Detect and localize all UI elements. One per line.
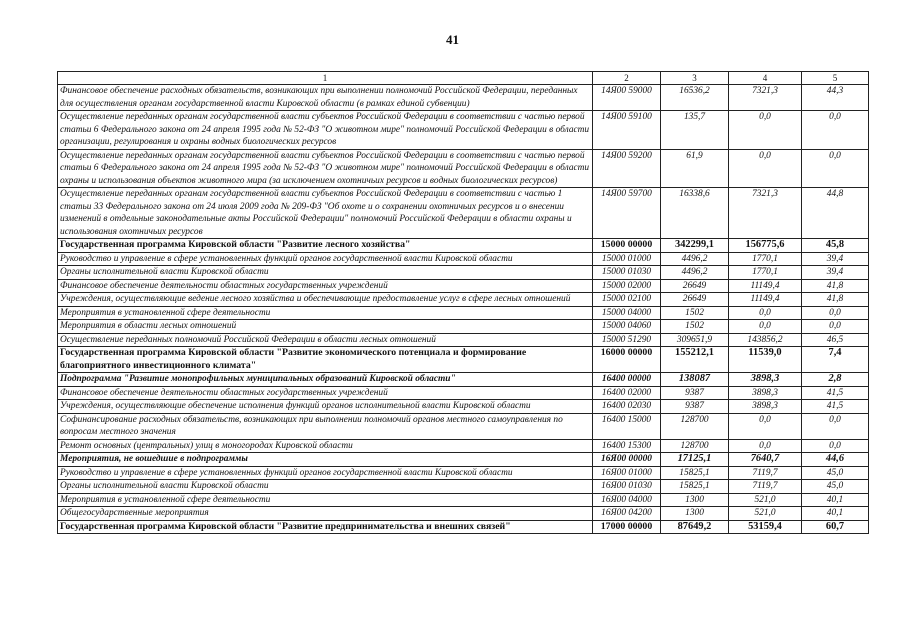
row-name-cell: Осуществление переданных органам государственной власти субъектов Российской Федерации в соответствии с частью первой статьи 6 Федерального закона от 24 апреля 1995 года № 52-ФЗ "О животном мире" полномочий Российской Федерации в области организации, регулирования и охраны водных биологических ресурсов — [58, 111, 593, 150]
row-name-cell: Общегосударственные мероприятия — [58, 507, 593, 521]
row-code-cell: 15000 01000 — [593, 252, 661, 266]
row-fact-cell: 156775,6 — [729, 239, 802, 253]
row-code-cell: 14Я00 59100 — [593, 111, 661, 150]
row-fact-cell: 0,0 — [729, 111, 802, 150]
row-code-cell: 15000 01030 — [593, 266, 661, 280]
row-code-cell: 14Я00 59200 — [593, 149, 661, 188]
row-code-cell: 16Я00 01000 — [593, 466, 661, 480]
row-fact-cell: 0,0 — [729, 413, 802, 439]
table-row — [58, 188, 869, 239]
row-name-cell: Софинансирование расходных обязательств, возникающих при выполнении полномочий органов местного самоуправления по вопросам местного значения — [58, 413, 593, 439]
table-row — [58, 293, 869, 307]
row-percent-cell: 41,8 — [802, 293, 869, 307]
row-plan-cell: 17125,1 — [661, 453, 729, 467]
row-code-cell: 15000 02000 — [593, 279, 661, 293]
header-col-4: 4 — [729, 72, 802, 85]
row-code-cell: 15000 51290 — [593, 333, 661, 347]
row-fact-cell: 0,0 — [729, 439, 802, 453]
row-percent-cell: 45,0 — [802, 480, 869, 494]
row-fact-cell: 0,0 — [729, 320, 802, 334]
row-percent-cell: 0,0 — [802, 439, 869, 453]
page-number: 41 — [446, 32, 459, 47]
table-row — [58, 480, 869, 494]
row-percent-cell: 0,0 — [802, 149, 869, 188]
table-row — [58, 149, 869, 188]
row-name-cell: Учреждения, осуществляющие обеспечение исполнения функций органов исполнительной власти Кировской области — [58, 400, 593, 414]
row-plan-cell: 138087 — [661, 373, 729, 387]
row-percent-cell: 44,3 — [802, 85, 869, 111]
table-row — [58, 466, 869, 480]
row-code-cell: 16400 02000 — [593, 386, 661, 400]
row-percent-cell: 0,0 — [802, 306, 869, 320]
row-name-cell: Руководство и управление в сфере установленных функций органов государственной власти Кировской области — [58, 252, 593, 266]
row-code-cell: 16Я00 04200 — [593, 507, 661, 521]
row-percent-cell: 39,4 — [802, 252, 869, 266]
table-row — [58, 413, 869, 439]
row-name-cell: Учреждения, осуществляющие ведение лесного хозяйства и обеспечивающие предоставление услуг в сфере лесных отношений — [58, 293, 593, 307]
row-fact-cell: 521,0 — [729, 507, 802, 521]
row-name-cell: Осуществление переданных органам государственной власти субъектов Российской Федерации в соответствии с частью 1 статьи 33 Федерального закона от 24 июля 2009 года № 209-ФЗ "Об охоте и о сохранении охотничьих ресурсов и о внесении изменений в отдельные законодательные акты Российской Федерации" полномочий Российской Федерации в области охраны и использования охотничьих ресурсов — [58, 188, 593, 239]
row-name-cell: Подпрограмма "Развитие монопрофильных муниципальных образований Кировской области" — [58, 373, 593, 387]
row-plan-cell: 15825,1 — [661, 480, 729, 494]
row-percent-cell: 2,8 — [802, 373, 869, 387]
table-row — [58, 333, 869, 347]
table-row — [58, 239, 869, 253]
row-name-cell: Ремонт основных (центральных) улиц в моногородах Кировской области — [58, 439, 593, 453]
row-plan-cell: 155212,1 — [661, 347, 729, 373]
row-code-cell: 16Я00 00000 — [593, 453, 661, 467]
row-fact-cell: 143856,2 — [729, 333, 802, 347]
table-row — [58, 252, 869, 266]
row-percent-cell: 45,8 — [802, 239, 869, 253]
row-code-cell: 15000 04060 — [593, 320, 661, 334]
row-percent-cell: 41,5 — [802, 400, 869, 414]
row-fact-cell: 521,0 — [729, 493, 802, 507]
row-percent-cell: 41,5 — [802, 386, 869, 400]
row-plan-cell: 87649,2 — [661, 520, 729, 534]
row-plan-cell: 9387 — [661, 400, 729, 414]
row-fact-cell: 11149,4 — [729, 279, 802, 293]
row-plan-cell: 9387 — [661, 386, 729, 400]
table-row — [58, 85, 869, 111]
row-name-cell: Мероприятия в установленной сфере деятельности — [58, 493, 593, 507]
table-row — [58, 266, 869, 280]
row-plan-cell: 4496,2 — [661, 252, 729, 266]
row-name-cell: Осуществление переданных полномочий Российской Федерации в области лесных отношений — [58, 333, 593, 347]
row-fact-cell: 7321,3 — [729, 85, 802, 111]
row-fact-cell: 11149,4 — [729, 293, 802, 307]
row-code-cell: 16400 15300 — [593, 439, 661, 453]
row-fact-cell: 11539,0 — [729, 347, 802, 373]
table-row — [58, 507, 869, 521]
row-percent-cell: 0,0 — [802, 111, 869, 150]
row-name-cell: Финансовое обеспечение расходных обязательств, возникающих при выполнении полномочий Российской Федерации, переданных для осуществления органам государственной власти Кировской области (в рамках единой субвенции) — [58, 85, 593, 111]
row-percent-cell: 39,4 — [802, 266, 869, 280]
table-row — [58, 373, 869, 387]
table-row — [58, 279, 869, 293]
row-fact-cell: 1770,1 — [729, 266, 802, 280]
table-row — [58, 400, 869, 414]
table-row — [58, 493, 869, 507]
row-plan-cell: 26649 — [661, 293, 729, 307]
row-plan-cell: 1502 — [661, 306, 729, 320]
row-percent-cell: 41,8 — [802, 279, 869, 293]
row-plan-cell: 1300 — [661, 493, 729, 507]
row-plan-cell: 15825,1 — [661, 466, 729, 480]
row-plan-cell: 26649 — [661, 279, 729, 293]
row-code-cell: 14Я00 59700 — [593, 188, 661, 239]
row-percent-cell: 44,6 — [802, 453, 869, 467]
row-fact-cell: 3898,3 — [729, 386, 802, 400]
header-col-3: 3 — [661, 72, 729, 85]
row-name-cell: Государственная программа Кировской области "Развитие экономического потенциала и формирование благоприятного инвестиционного климата" — [58, 347, 593, 373]
row-name-cell: Мероприятия в области лесных отношений — [58, 320, 593, 334]
row-code-cell: 15000 02100 — [593, 293, 661, 307]
table-row — [58, 306, 869, 320]
row-code-cell: 16Я00 01030 — [593, 480, 661, 494]
row-code-cell: 15000 00000 — [593, 239, 661, 253]
row-percent-cell: 45,0 — [802, 466, 869, 480]
budget-table — [57, 71, 869, 534]
row-name-cell: Финансовое обеспечение деятельности областных государственных учреждений — [58, 386, 593, 400]
row-name-cell: Мероприятия, не вошедшие в подпрограммы — [58, 453, 593, 467]
row-code-cell: 14Я00 59000 — [593, 85, 661, 111]
table-row — [58, 347, 869, 373]
row-name-cell: Мероприятия в установленной сфере деятельности — [58, 306, 593, 320]
row-fact-cell: 7119,7 — [729, 480, 802, 494]
row-code-cell: 16400 02030 — [593, 400, 661, 414]
row-name-cell: Органы исполнительной власти Кировской области — [58, 266, 593, 280]
row-fact-cell: 3898,3 — [729, 373, 802, 387]
row-code-cell: 15000 04000 — [593, 306, 661, 320]
row-plan-cell: 4496,2 — [661, 266, 729, 280]
table-row — [58, 439, 869, 453]
row-percent-cell: 0,0 — [802, 320, 869, 334]
row-fact-cell: 0,0 — [729, 306, 802, 320]
row-percent-cell: 46,5 — [802, 333, 869, 347]
row-code-cell: 17000 00000 — [593, 520, 661, 534]
table-row — [58, 453, 869, 467]
table-row — [58, 111, 869, 150]
table-row — [58, 386, 869, 400]
row-name-cell: Руководство и управление в сфере установленных функций органов государственной власти Кировской области — [58, 466, 593, 480]
row-name-cell: Органы исполнительной власти Кировской области — [58, 480, 593, 494]
table-row — [58, 520, 869, 534]
row-fact-cell: 1770,1 — [729, 252, 802, 266]
table-header-row — [58, 72, 869, 85]
row-plan-cell: 61,9 — [661, 149, 729, 188]
row-percent-cell: 0,0 — [802, 413, 869, 439]
row-fact-cell: 53159,4 — [729, 520, 802, 534]
row-plan-cell: 128700 — [661, 439, 729, 453]
row-code-cell: 16000 00000 — [593, 347, 661, 373]
row-percent-cell: 60,7 — [802, 520, 869, 534]
row-plan-cell: 1300 — [661, 507, 729, 521]
row-fact-cell: 0,0 — [729, 149, 802, 188]
row-plan-cell: 1502 — [661, 320, 729, 334]
row-name-cell: Финансовое обеспечение деятельности областных государственных учреждений — [58, 279, 593, 293]
header-col-1: 1 — [58, 72, 593, 85]
row-percent-cell: 7,4 — [802, 347, 869, 373]
row-plan-cell: 135,7 — [661, 111, 729, 150]
row-percent-cell: 40,1 — [802, 493, 869, 507]
row-fact-cell: 7119,7 — [729, 466, 802, 480]
table-row — [58, 320, 869, 334]
row-code-cell: 16400 00000 — [593, 373, 661, 387]
row-name-cell: Осуществление переданных органам государственной власти субъектов Российской Федерации в соответствии с частью первой статьи 6 Федерального закона от 24 апреля 1995 года № 52-ФЗ "О животном мире" полномочий Российской Федерации в области охраны и использования объектов животного мира (за исключением охотничьих ресурсов и водных биологических ресурсов) — [58, 149, 593, 188]
row-percent-cell: 40,1 — [802, 507, 869, 521]
row-percent-cell: 44,8 — [802, 188, 869, 239]
row-plan-cell: 16536,2 — [661, 85, 729, 111]
row-name-cell: Государственная программа Кировской области "Развитие лесного хозяйства" — [58, 239, 593, 253]
row-plan-cell: 342299,1 — [661, 239, 729, 253]
row-code-cell: 16400 15000 — [593, 413, 661, 439]
row-fact-cell: 3898,3 — [729, 400, 802, 414]
row-plan-cell: 16338,6 — [661, 188, 729, 239]
row-code-cell: 16Я00 04000 — [593, 493, 661, 507]
row-fact-cell: 7640,7 — [729, 453, 802, 467]
row-plan-cell: 309651,9 — [661, 333, 729, 347]
row-plan-cell: 128700 — [661, 413, 729, 439]
row-name-cell: Государственная программа Кировской области "Развитие предпринимательства и внешних связей" — [58, 520, 593, 534]
row-fact-cell: 7321,3 — [729, 188, 802, 239]
header-col-5: 5 — [802, 72, 869, 85]
header-col-2: 2 — [593, 72, 661, 85]
